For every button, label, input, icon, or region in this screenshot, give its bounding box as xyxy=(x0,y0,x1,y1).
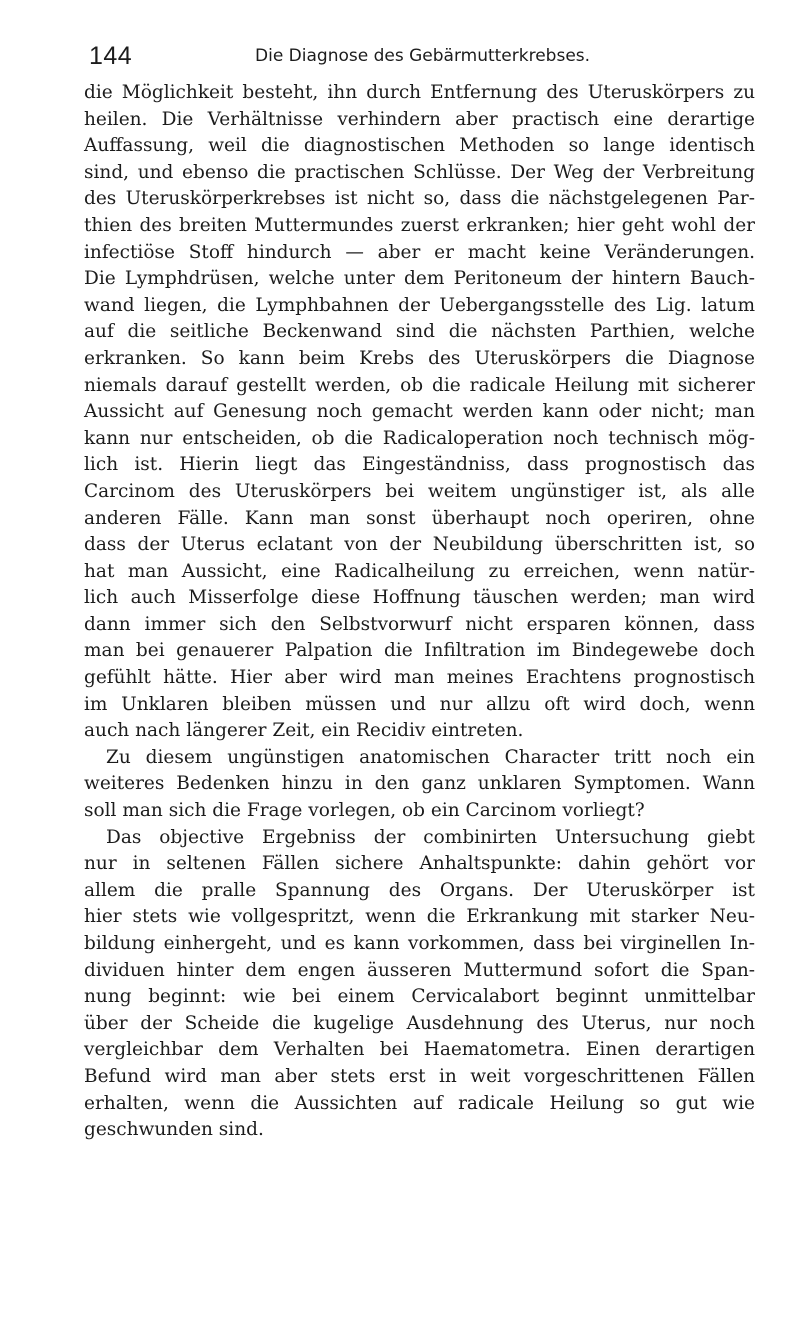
text-line: kann nur entscheiden, ob die Radicaloperation noch technisch mög- xyxy=(84,427,755,449)
text-line: man bei genauerer Palpation die Infiltration im Bindegewebe doch xyxy=(84,640,755,662)
body-text xyxy=(84,80,755,1144)
text-line: Carcinom des Uteruskörpers bei weitem ungünstiger ist, als alle xyxy=(84,480,755,502)
text-line: nur in seltenen Fällen sichere Anhaltspunkte: dahin gehört vor xyxy=(84,853,755,875)
text-line: Das objective Ergebniss der combinirten Untersuchung giebt xyxy=(106,826,755,848)
paragraph xyxy=(84,745,755,825)
text-line: im Unklaren bleiben müssen und nur allzu oft wird doch, wenn xyxy=(84,693,755,715)
text-line: allem die pralle Spannung des Organs. Der Uteruskörper ist xyxy=(84,879,755,901)
text-line: thien des breiten Muttermundes zuerst erkranken; hier geht wohl der xyxy=(84,214,755,236)
text-line: sind, und ebenso die practischen Schlüsse. Der Weg der Verbreitung xyxy=(84,161,755,183)
running-head xyxy=(89,42,749,72)
text-line: lich ist. Hierin liegt das Eingeständniss, dass prognostisch das xyxy=(84,454,755,476)
text-line: anderen Fälle. Kann man sonst überhaupt noch operiren, ohne xyxy=(84,507,755,529)
text-line: wand liegen, die Lymphbahnen der Uebergangsstelle des Lig. latum xyxy=(84,294,755,316)
text-line: die Möglichkeit besteht, ihn durch Entfernung des Uteruskörpers zu xyxy=(84,82,755,103)
text-line: niemals darauf gestellt werden, ob die radicale Heilung mit sicherer xyxy=(84,374,755,396)
text-line: des Uteruskörperkrebses ist nicht so, dass die nächstgelegenen Par- xyxy=(84,188,755,210)
text-line: nung beginnt: wie bei einem Cervicalabort beginnt unmittelbar xyxy=(84,986,755,1008)
text-line: über der Scheide die kugelige Ausdehnung des Uterus, nur noch xyxy=(84,1012,755,1034)
text-line: erhalten, wenn die Aussichten auf radicale Heilung so gut wie xyxy=(84,1092,755,1114)
text-line: bildung einhergeht, und es kann vorkommen, dass bei virginellen In- xyxy=(84,933,755,954)
text-line: auch nach längerer Zeit, ein Recidiv eintreten. xyxy=(84,720,524,742)
text-line: heilen. Die Verhältnisse verhindern aber practisch eine derartige xyxy=(84,108,755,130)
text-line: hier stets wie vollgespritzt, wenn die Erkrankung mit starker Neu- xyxy=(84,906,755,928)
text-line: dividuen hinter dem engen äusseren Muttermund sofort die Span- xyxy=(84,959,755,981)
text-line: hat man Aussicht, eine Radicalheilung zu erreichen, wenn natür- xyxy=(84,560,755,582)
text-line: Zu diesem ungünstigen anatomischen Character tritt noch ein xyxy=(106,746,755,768)
text-line: vergleichbar dem Verhalten bei Haematometra. Einen derartigen xyxy=(84,1039,755,1061)
text-line: Befund wird man aber stets erst in weit vorgeschrittenen Fällen xyxy=(84,1065,755,1087)
text-line: soll man sich die Frage vorlegen, ob ein Carcinom vorliegt? xyxy=(84,800,645,822)
page-number: 144 xyxy=(89,42,133,70)
paragraph xyxy=(84,80,755,745)
text-line: weiteres Bedenken hinzu in den ganz unklaren Symptomen. Wann xyxy=(84,773,755,795)
paragraph xyxy=(84,825,755,1144)
text-line: gefühlt hätte. Hier aber wird man meines Erachtens prognostisch xyxy=(84,667,755,689)
text-line: infectiöse Stoff hindurch — aber er macht keine Veränderungen. xyxy=(84,241,755,263)
text-line: geschwunden sind. xyxy=(84,1119,264,1141)
text-line: lich auch Misserfolge diese Hoffnung täuschen werden; man wird xyxy=(84,587,755,609)
text-line: dass der Uterus eclatant von der Neubildung überschritten ist, so xyxy=(84,534,755,556)
text-line: dann immer sich den Selbstvorwurf nicht ersparen können, dass xyxy=(84,613,755,635)
running-title: Die Diagnose des Gebärmutterkrebses. xyxy=(255,46,591,66)
text-line: Auffassung, weil die diagnostischen Methoden so lange identisch xyxy=(84,135,755,157)
text-line: Aussicht auf Genesung noch gemacht werden kann oder nicht; man xyxy=(84,401,755,423)
text-line: Die Lymphdrüsen, welche unter dem Peritoneum der hintern Bauch- xyxy=(84,268,755,290)
text-line: auf die seitliche Beckenwand sind die nächsten Parthien, welche xyxy=(84,321,755,343)
text-line: erkranken. So kann beim Krebs des Uteruskörpers die Diagnose xyxy=(84,347,755,369)
